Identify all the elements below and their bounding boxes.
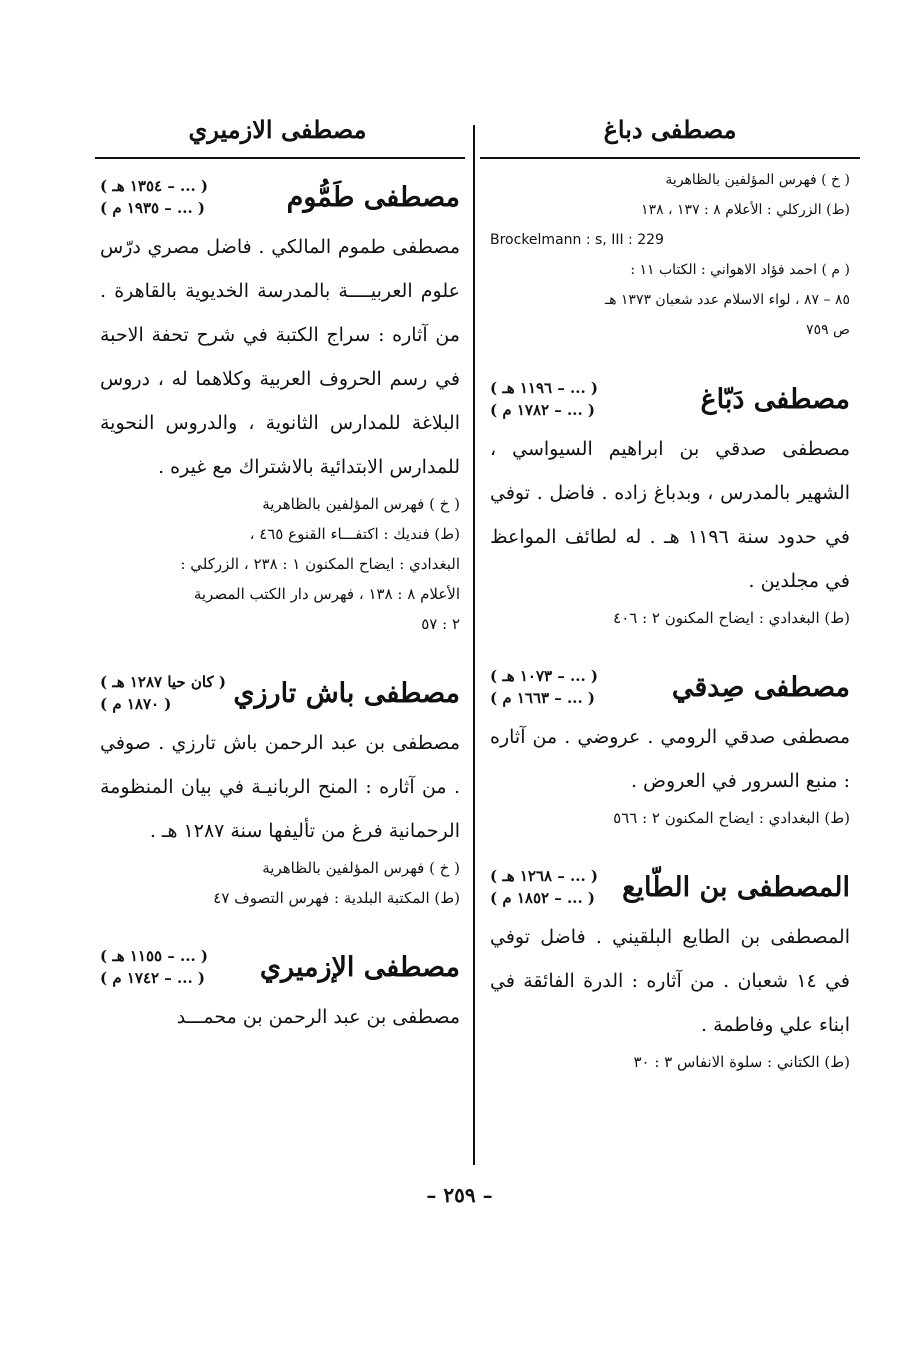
date-hijri: ( ... – ١١٥٥ هـ ) <box>100 947 209 965</box>
entry-name: مصطفى الإزميري <box>259 951 460 983</box>
reference-line: ( خ ) فهرس المؤلفين بالظاهرية <box>262 495 460 513</box>
date-hijri: ( كان حيا ١٢٨٧ هـ ) <box>100 673 226 691</box>
reference-line: ( خ ) فهرس المؤلفين بالظاهرية <box>665 172 850 188</box>
entry-heading <box>490 377 850 421</box>
date-hijri: ( ... – ١١٩٦ هـ ) <box>490 379 599 397</box>
date-gregorian: ( ... – ١٩٣٥ م ) <box>100 199 206 217</box>
entry-body: مصطفى بن عبد الرحمن بن محمـــد <box>176 1006 460 1028</box>
entry-heading <box>100 945 460 989</box>
entry-dates <box>100 671 226 715</box>
entry-dates <box>100 175 208 219</box>
reference-line: (ط) الكتاني : سلوة الانفاس ٣ : ٣٠ <box>633 1053 850 1071</box>
reference-line: (ط) المكتبة البلدية : فهرس التصوف ٤٧ <box>213 889 460 907</box>
entry-body: مصطفى طموم المالكي . فاضل مصري درّس علوم العربيــــة بالمدرسة الخديوية بالقاهرة . من آثاره : سراج الكتبة في شرح تحفة الاحبة في رسم الحروف العربية وكلاهما له ، دروس البلاغة للمدارس الثانوية ، والدروس النحوية للمدارس الابتدائية بالاشتراك مع غيره . <box>100 236 460 478</box>
reference-line: (ط) الزركلي : الأعلام ٨ : ١٣٧ ، ١٣٨ <box>641 202 850 218</box>
date-gregorian: ( ... – ١٨٥٢ م ) <box>490 889 596 907</box>
entry-heading <box>100 671 460 715</box>
entry-name: مصطفى باش تارزي <box>233 677 460 709</box>
reference-line: ص ٧٥٩ <box>806 322 850 338</box>
reference-line: ( م ) احمد فؤاد الاهواني : الكتاب ١١ : <box>630 262 850 278</box>
date-gregorian: ( ... – ١٦٦٣ م ) <box>490 689 596 707</box>
page-number: – ٢٥٩ – <box>426 1183 493 1207</box>
reference-line: (ط) البغدادي : ايضاح المكنون ٢ : ٤٠٦ <box>613 609 850 627</box>
reference-line: (ط) فنديك : اكتفـــاء القنوع ٤٦٥ ، <box>249 525 460 543</box>
date-gregorian: ( ... – ١٧٨٢ م ) <box>490 401 596 419</box>
date-gregorian: ( ١٨٧٠ م ) <box>100 695 172 713</box>
reference-line-latin: Brockelmann : s, III : 229 <box>490 232 664 248</box>
reference-line: البغدادي : ايضاح المكنون ١ : ٢٣٨ ، الزركلي : <box>180 555 460 573</box>
date-gregorian: ( ... – ١٧٤٢ م ) <box>100 969 206 987</box>
entry-heading <box>100 175 460 219</box>
header-rule-right <box>480 157 860 159</box>
entry-name: المصطفى بن الطّايع <box>622 871 850 903</box>
entry-heading <box>490 665 850 709</box>
entry-heading <box>490 865 850 909</box>
running-head-left: مصطفى الازميري <box>188 115 367 144</box>
entry-name: مصطفى دَبّاغ <box>700 383 850 415</box>
date-hijri: ( ... – ١٢٦٨ هـ ) <box>490 867 599 885</box>
entry-body: المصطفى بن الطايع البلقيني . فاضل توفي في ١٤ شعبان . من آثاره : الدرة الفائقة في ابناء علي وفاطمة . <box>490 926 850 1036</box>
header-rule-left <box>95 157 465 159</box>
date-hijri: ( ... – ١٠٧٣ هـ ) <box>490 667 599 685</box>
right-column <box>490 165 850 1077</box>
entry-dates <box>490 865 598 909</box>
running-head-right: مصطفى دباغ <box>603 115 737 144</box>
left-column <box>100 165 460 1039</box>
reference-line: الأعلام ٨ : ١٣٨ ، فهرس دار الكتب المصرية <box>193 585 460 603</box>
reference-line: ٨٥ – ٨٧ ، لواء الاسلام عدد شعبان ١٣٧٣ هـ <box>604 292 850 308</box>
entry-body: مصطفى صدقي بن ابراهيم السيواسي ، الشهير بالمدرس ، وبدباغ زاده . فاضل . توفي في حدود سنة ١١٩٦ هـ . له لطائف المواعظ في مجلدين . <box>490 438 850 592</box>
reference-line: (ط) البغدادي : ايضاح المكنون ٢ : ٥٦٦ <box>613 809 850 827</box>
entry-dates <box>490 377 598 421</box>
reference-line: ( خ ) فهرس المؤلفين بالظاهرية <box>262 859 460 877</box>
entry-name: مصطفى صِدقي <box>671 671 850 703</box>
entry-dates <box>100 945 208 989</box>
date-hijri: ( ... – ١٣٥٤ هـ ) <box>100 177 209 195</box>
entry-name: مصطفى طَمُّوم <box>286 181 460 213</box>
entry-body: مصطفى صدقي الرومي . عروضي . من آثاره : منبع السرور في العروض . <box>490 726 850 792</box>
entry-body: مصطفى بن عبد الرحمن باش تارزي . صوفي . من آثاره : المنح الربانيـة في بيان المنظومة الرحمانية فرغ من تأليفها سنة ١٢٨٧ هـ . <box>100 732 460 842</box>
entry-dates <box>490 665 598 709</box>
column-divider <box>473 125 475 1165</box>
reference-line: ٢ : ٥٧ <box>421 615 460 633</box>
